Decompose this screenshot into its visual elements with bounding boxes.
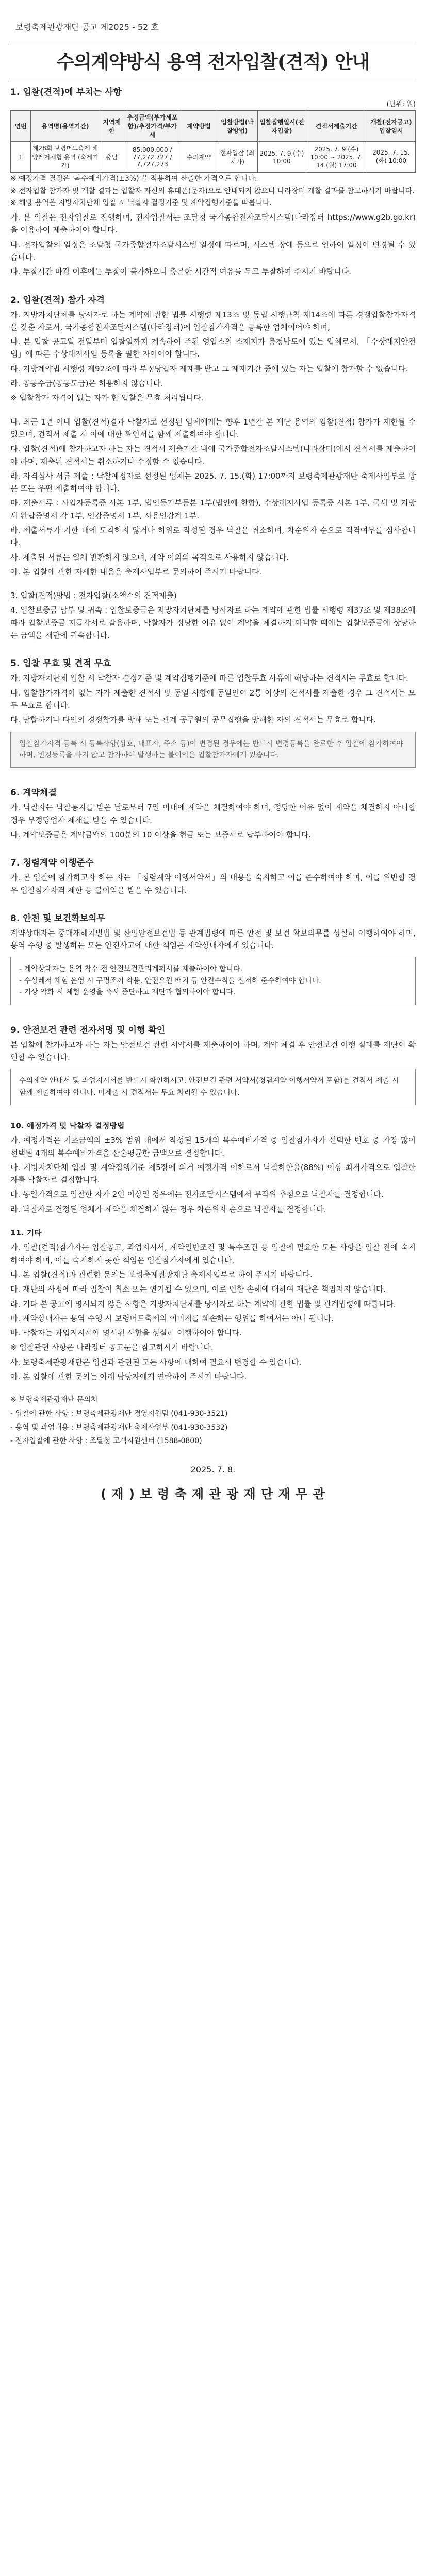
warning-line: ※ 입찰관련 사항은 나라장터 공고문을 참고하시기 바랍니다. bbox=[10, 1343, 214, 1352]
box-line: - 수상레저 체험 운영 시 구명조끼 착용, 안전요원 배치 등 안전수칙을 철저히 준수하여야 합니다. bbox=[19, 976, 321, 985]
section-9-heading: 9. 안전보건 관련 전자서명 및 이행 확인 bbox=[10, 1025, 166, 1036]
paragraph: 다. 담합하거나 타인의 경쟁참가를 방해 또는 관계 공무원의 공무집행을 방해한 자의 견적서는 무효로 합니다. bbox=[10, 715, 376, 725]
paragraph: 가. 입찰(견적)참가자는 입찰공고, 과업지시서, 계약일반조건 및 특수조건 등 입찰에 필요한 모든 사항을 입찰 전에 숙지하여야 하며, 이를 숙지하지 못한 책임은 입찰참가자에게 있습니다. bbox=[10, 1243, 416, 1265]
issuer-name: ( 재 ) 보 령 축 제 관 광 재 단 재 무 관 bbox=[101, 1487, 325, 1501]
contact-section bbox=[10, 1394, 416, 1447]
table-note: ※ 해당 용역은 지방자치단체 입찰 시 낙찰자 결정기준 및 계약집행기준을 따릅니다. bbox=[10, 199, 272, 208]
paragraph: 본 입찰에 참가하고자 하는 자는 안전보건 관련 서약서를 제출하여야 하며, 계약 체결 후 안전보건 이행 실태를 재단이 확인할 수 있습니다. bbox=[10, 1040, 416, 1062]
paragraph: 가. 지방자치단체를 당사자로 하는 계약에 관한 법률 시행령 제13조 및 동법 시행규칙 제14조에 따른 경쟁입찰참가자격을 갖춘 자로서, 국가종합전자조달시스템(나라장터)에 입찰참가자격을 등록한 업체이어야 하며, bbox=[10, 310, 416, 332]
paragraph: 마. 계약상대자는 용역 수행 시 보령머드축제의 이미지를 훼손하는 행위를 하여서는 아니 됩니다. bbox=[10, 1313, 334, 1323]
section-6-heading: 6. 계약체결 bbox=[10, 788, 57, 799]
paragraph: 바. 제출서류가 기한 내에 도착하지 않거나 허위로 작성된 경우 낙찰을 취소하며, 차순위자 순으로 적격여부를 심사합니다. bbox=[10, 526, 416, 548]
title-box bbox=[10, 42, 416, 79]
table-cell: 85,000,000 / 77,272,727 / 7,727,273 bbox=[124, 142, 181, 173]
contact-line: - 입찰에 관한 사항 : 보령축제관광재단 경영지원팀 (041-930-3521) bbox=[10, 1409, 228, 1418]
pledge-box: 수의계약 안내서 및 과업지시서를 반드시 확인하시고, 안전보건 관련 서약서(청렴계약 이행서약서 포함)를 견적서 제출 시 함께 제출하여야 합니다. 미제출 시 견적서는 무효 처리될 수 있습니다. bbox=[10, 1069, 416, 1105]
table-header: 연번 bbox=[11, 111, 31, 142]
paragraph: 가. 낙찰자는 낙찰통지를 받은 날로부터 7일 이내에 계약을 체결하여야 하며, 정당한 이유 없이 계약을 체결하지 아니할 경우 부정당업자 제재를 받을 수 있습니다. bbox=[10, 803, 416, 825]
table-cell: 1 bbox=[11, 142, 31, 173]
table-header: 지역제한 bbox=[100, 111, 124, 142]
paragraph: 나. 입찰참가자격이 없는 자가 제출한 견적서 및 동일 사항에 동일인이 2통 이상의 견적서를 제출한 경우 그 견적서는 모두 무효로 합니다. bbox=[10, 688, 416, 710]
paragraph: 다. 입찰(견적)에 참가하고자 하는 자는 견적서 제출기간 내에 국가종합전자조달시스템(나라장터)에서 견적서를 제출하여야 하며, 제출된 견적서는 취소하거나 수정할 수 없습니다. bbox=[10, 444, 416, 466]
section-2-heading: 2. 입찰(견적) 참가 자격 bbox=[10, 295, 105, 306]
contact-heading: ※ 보령축제관광재단 문의처 bbox=[10, 1396, 98, 1404]
paragraph: 3. 입찰(견적)방법 : 전자입찰(소액수의 견적제출) bbox=[10, 591, 177, 601]
paragraph: 가. 본 입찰에 참가하고자 하는 자는 「청렴계약 이행서약서」의 내용을 숙지하고 이를 준수하여야 하며, 이를 위반할 경우 입찰참가자격 제한 등 불이익을 받을 수 있습니다. bbox=[10, 873, 416, 895]
paragraph: 라. 기타 본 공고에 명시되지 않은 사항은 지방자치단체를 당사자로 하는 계약에 관한 법률 및 관계법령에 따릅니다. bbox=[10, 1299, 396, 1309]
table-row bbox=[11, 142, 416, 173]
paragraph: 라. 자격심사 서류 제출 : 낙찰예정자로 선정된 업체는 2025. 7. 15.(화) 17:00까지 보령축제관광재단 축제사업부로 방문 또는 우편 제출하여야 합니다. bbox=[10, 471, 416, 494]
paragraph: 라. 공동수급(공동도급)은 허용하지 않습니다. bbox=[10, 379, 163, 388]
table-cell: 2025. 7. 9.(수) 10:00 bbox=[257, 142, 306, 173]
table-header: 견적서제출기간 bbox=[306, 111, 367, 142]
paragraph: 4. 입찰보증금 납부 및 귀속 : 입찰보증금은 지방자치단체를 당사자로 하는 계약에 관한 법률 시행령 제37조 및 제38조에 따라 입찰보증금 지급각서로 갈음하며, 낙찰자가 정당한 이유 없이 계약을 체결하지 아니할 때에는 입찰보증금에 상당하는 금액을 재단에 귀속합니다. bbox=[10, 605, 416, 640]
paragraph: 바. 낙찰자는 과업지시서에 명시된 사항을 성실히 이행하여야 합니다. bbox=[10, 1328, 242, 1338]
table-header-row bbox=[11, 111, 416, 142]
table-cell: 충남 bbox=[100, 142, 124, 173]
section-8-heading: 8. 안전 및 보건확보의무 bbox=[10, 913, 105, 924]
paragraph: 다. 지방계약법 시행령 제92조에 따라 부정당업자 제재를 받고 그 제재기간 중에 있는 자는 입찰에 참가할 수 없습니다. bbox=[10, 364, 408, 374]
paragraph: 나. 최근 1년 이내 입찰(견적)결과 낙찰자로 선정된 업체에게는 향후 1년간 본 재단 용역의 입찰(견적) 참가가 제한될 수 있으며, 견적서 제출 시 이에 대한 확인서를 함께 제출하여야 합니다. bbox=[10, 417, 416, 439]
table-cell: 수의계약 bbox=[181, 142, 217, 173]
paragraph: 사. 보령축제관광재단은 입찰과 관련된 모든 사항에 대하여 필요시 변경할 수 있습니다. bbox=[10, 1357, 302, 1367]
paragraph: 사. 제출된 서류는 일체 반환하지 않으며, 계약 이외의 목적으로 사용하지 않습니다. bbox=[10, 552, 289, 562]
table-note: ※ 전자입찰 참가자 및 개찰 결과는 입찰자 자신의 휴대폰(문자)으로 안내되지 않으니 나라장터 개찰 결과를 참고하시기 바랍니다. bbox=[10, 187, 415, 195]
section-1-heading: 1. 입찰(견적)에 부치는 사항 bbox=[10, 87, 122, 97]
paragraph: 나. 본 입찰(견적)과 관련한 문의는 보령축제관광재단 축제사업부로 하여 주시기 바랍니다. bbox=[10, 1269, 313, 1279]
paragraph: 다. 투찰시간 마감 이후에는 투찰이 불가하오니 충분한 시간적 여유를 두고 투찰하여 주시기 바랍니다. bbox=[10, 267, 351, 277]
section-7-heading: 7. 청렴계약 이행준수 bbox=[10, 858, 94, 869]
table-header: 개찰(전자공고)입찰일시 bbox=[367, 111, 415, 142]
page-title: 수의계약방식 용역 전자입찰(견적) 안내 bbox=[56, 51, 370, 73]
paragraph: 가. 지방자치단체 입찰 시 낙찰자 결정기준 및 계약집행기준에 따른 입찰무효 사유에 해당하는 견적서는 무효로 합니다. bbox=[10, 673, 408, 683]
project-table bbox=[10, 110, 416, 173]
paragraph: 다. 동일가격으로 입찰한 자가 2인 이상일 경우에는 전자조달시스템에서 무작위 추첨으로 낙찰자를 결정합니다. bbox=[10, 1190, 384, 1199]
table-cell: 2025. 7. 9.(수) 10:00 ~ 2025. 7. 14.(월) 17:00 bbox=[306, 142, 367, 173]
notice-number: 보령축제관광재단 공고 제2025 - 52 호 bbox=[15, 22, 159, 32]
safety-box bbox=[10, 957, 416, 1005]
paragraph: 나. 본 입찰 공고일 전일부터 입찰일까지 계속하여 주된 영업소의 소재지가 충청남도에 있는 업체로서, 「수상레저안전법」에 따른 수상레저사업 등록을 필한 자이어야 합니다. bbox=[10, 337, 416, 359]
section-10-heading: 10. 예정가격 및 낙찰자 결정방법 bbox=[10, 1121, 125, 1130]
emphasis-note: ※ 입찰참가 자격이 없는 자가 한 입찰은 무효 처리됩니다. bbox=[10, 393, 204, 403]
paragraph: 가. 본 입찰은 전자입찰로 진행하며, 전자입찰서는 조달청 국가종합전자조달시스템(나라장터 https://www.g2b.go.kr)을 이용하여 제출하여야 합니다. bbox=[10, 213, 416, 235]
unit-label: (단위: 원) bbox=[386, 100, 416, 108]
paragraph: 나. 지방자치단체 입찰 및 계약집행기준 제5장에 의거 예정가격 이하로서 낙찰하한율(88%) 이상 최저가격으로 입찰한 자를 낙찰자로 결정합니다. bbox=[10, 1162, 416, 1185]
section-11-heading: 11. 기타 bbox=[10, 1228, 42, 1238]
table-cell: 제28회 보령머드축제 해양레저체험 용역 (축제기간) bbox=[31, 142, 100, 173]
table-header: 용역명(용역기간) bbox=[31, 111, 100, 142]
paragraph: 아. 본 입찰에 관한 자세한 내용은 축제사업부로 문의하여 주시기 바랍니다. bbox=[10, 567, 262, 577]
contact-line: - 용역 및 과업내용 : 보령축제관광재단 축제사업부 (041-930-3532) bbox=[10, 1423, 228, 1432]
table-header: 계약방법 bbox=[181, 111, 217, 142]
table-header: 추정금액(부가세포함)/추정가격/부가세 bbox=[124, 111, 181, 142]
paragraph: 계약상대자는 중대재해처벌법 및 산업안전보건법 등 관계법령에 따른 안전 및 보건 확보의무를 성실히 이행하여야 하며, 용역 수행 중 발생하는 모든 안전사고에 대한 책임은 계약상대자에게 있습니다. bbox=[10, 928, 416, 951]
paragraph: 가. 예정가격은 기초금액의 ±3% 범위 내에서 작성된 15개의 복수예비가격 중 입찰참가자가 선택한 번호 중 가장 많이 선택된 4개의 복수예비가격을 산술평균한 금액으로 결정합니다. bbox=[10, 1136, 416, 1158]
table-note: ※ 예정가격 결정은 '복수예비가격(±3%)'을 적용하여 산출한 가격으로 합니다. bbox=[10, 175, 257, 183]
box-line: - 계약상대자는 용역 착수 전 안전보건관리계획서를 제출하여야 합니다. bbox=[19, 965, 242, 974]
paragraph: 마. 제출서류 : 사업자등록증 사본 1부, 법인등기부등본 1부(법인에 한함), 수상레저사업 등록증 사본 1부, 국세 및 지방세 완납증명서 각 1부, 인감증명서 1부, 사용인감계 1부. bbox=[10, 498, 416, 520]
paragraph: 라. 낙찰자로 결정된 업체가 계약을 체결하지 않는 경우 차순위자 순으로 낙찰자를 결정합니다. bbox=[10, 1204, 326, 1214]
notice-box: 입찰참가자격 등록 시 등록사항(상호, 대표자, 주소 등)이 변경된 경우에는 반드시 변경등록을 완료한 후 입찰에 참가하여야 하며, 변경등록을 하지 않고 참가하여 발생하는 불이익은 입찰참가자에게 있습니다. bbox=[10, 732, 416, 768]
table-cell: 전자입찰 (최저가) bbox=[217, 142, 258, 173]
paragraph: 아. 본 입찰에 관한 문의는 아래 담당자에게 연락하여 주시기 바랍니다. bbox=[10, 1372, 247, 1382]
table-cell: 2025. 7. 15.(화) 10:00 bbox=[367, 142, 415, 173]
contact-line: - 전자입찰에 관한 사항 : 조달청 고객지원센터 (1588-0800) bbox=[10, 1437, 202, 1446]
paragraph: 나. 계약보증금은 계약금액의 100분의 10 이상을 현금 또는 보증서로 납부하여야 합니다. bbox=[10, 829, 312, 839]
notice-date: 2025. 7. 8. bbox=[190, 1465, 236, 1475]
box-line: - 기상 악화 시 체험 운영을 즉시 중단하고 재단과 협의하여야 합니다. bbox=[19, 988, 236, 997]
table-header: 입찰방법(낙찰방법) bbox=[217, 111, 258, 142]
paragraph: 나. 전자입찰의 일정은 조달청 국가종합전자조달시스템 일정에 따르며, 시스템 장애 등으로 인하여 일정이 변경될 수 있습니다. bbox=[10, 240, 416, 262]
paragraph: 다. 재단의 사정에 따라 입찰이 취소 또는 연기될 수 있으며, 이로 인한 손해에 대하여 재단은 책임지지 않습니다. bbox=[10, 1284, 386, 1294]
section-5-heading: 5. 입찰 무효 및 견적 무효 bbox=[10, 658, 111, 669]
table-header: 입찰집행일시(전자입찰) bbox=[257, 111, 306, 142]
